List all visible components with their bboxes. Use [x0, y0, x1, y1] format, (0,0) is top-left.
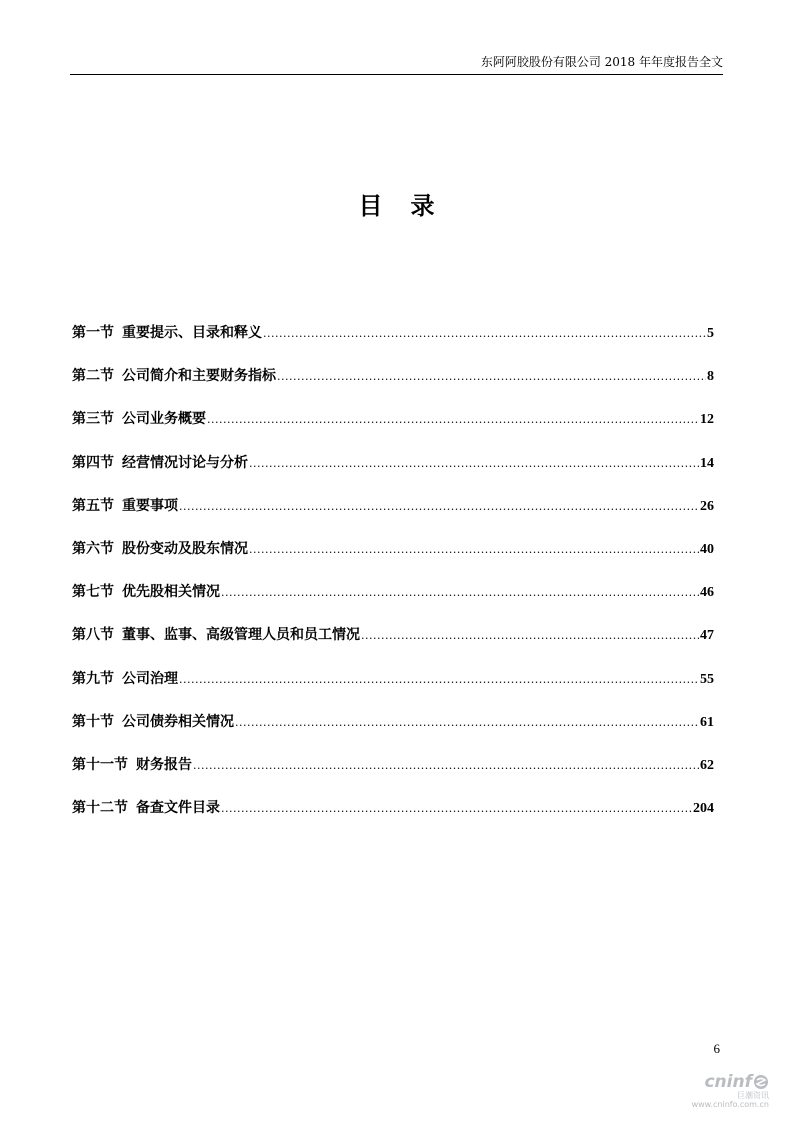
dot-leader — [193, 759, 699, 772]
dot-leader — [207, 413, 699, 426]
toc-section: 第十二节 — [72, 800, 128, 817]
toc-title: 目录 — [358, 191, 463, 220]
toc-entry[interactable] — [72, 668, 714, 711]
dot-leader — [179, 500, 699, 513]
dot-leader — [249, 457, 699, 470]
table-of-contents — [72, 322, 714, 840]
toc-label: 公司治理 — [122, 670, 178, 687]
dot-leader — [179, 673, 699, 686]
toc-section: 第五节 — [72, 497, 114, 514]
toc-entry[interactable] — [72, 495, 714, 538]
toc-entry[interactable] — [72, 408, 714, 451]
toc-label: 经营情况讨论与分析 — [122, 454, 248, 471]
toc-entry[interactable] — [72, 754, 714, 797]
toc-page: 26 — [700, 498, 714, 514]
toc-page: 204 — [693, 801, 714, 817]
dot-leader — [221, 802, 692, 815]
cninfo-watermark — [679, 1073, 769, 1113]
dot-leader — [361, 629, 699, 642]
toc-label: 备查文件目录 — [136, 800, 220, 817]
toc-label: 重要事项 — [122, 497, 178, 514]
toc-page: 14 — [700, 455, 714, 471]
toc-entry[interactable] — [72, 322, 714, 365]
header-title: 东阿阿胶股份有限公司 2018 年年度报告全文 — [480, 55, 723, 69]
watermark-subtitle: 巨潮资讯 — [737, 1091, 769, 1100]
toc-page: 8 — [707, 369, 714, 385]
watermark-logo-text: cninf — [704, 1072, 752, 1092]
toc-entry[interactable] — [72, 624, 714, 667]
toc-page: 40 — [700, 541, 714, 557]
toc-page: 55 — [700, 671, 714, 687]
toc-section: 第十一节 — [72, 756, 128, 773]
watermark-url: www.cninfo.com.cn — [691, 1100, 769, 1109]
toc-label: 董事、监事、高级管理人员和员工情况 — [122, 627, 360, 644]
toc-page: 12 — [700, 412, 714, 428]
toc-section: 第二节 — [72, 368, 114, 385]
dot-leader — [235, 716, 699, 729]
toc-section: 第一节 — [72, 325, 114, 341]
toc-page: 5 — [707, 326, 714, 341]
toc-section: 第六节 — [72, 540, 114, 557]
toc-entry[interactable] — [72, 452, 714, 495]
toc-label: 财务报告 — [136, 756, 192, 773]
toc-section: 第四节 — [72, 454, 114, 471]
toc-label: 公司简介和主要财务指标 — [122, 368, 276, 385]
toc-label: 公司债券相关情况 — [122, 713, 234, 730]
toc-section: 第七节 — [72, 584, 114, 601]
toc-entry[interactable] — [72, 797, 714, 840]
toc-entry[interactable] — [72, 538, 714, 581]
cninfo-swirl-icon — [753, 1074, 769, 1090]
toc-section: 第九节 — [72, 670, 114, 687]
toc-section: 第十节 — [72, 713, 114, 730]
page-header — [70, 54, 723, 75]
toc-page: 62 — [700, 757, 714, 773]
toc-section: 第八节 — [72, 627, 114, 644]
dot-leader — [263, 327, 706, 340]
page-number: 6 — [713, 1041, 720, 1056]
toc-label: 优先股相关情况 — [122, 584, 220, 601]
dot-leader — [221, 586, 699, 599]
toc-label: 股份变动及股东情况 — [122, 540, 248, 557]
toc-page: 47 — [700, 628, 714, 644]
toc-page: 46 — [700, 585, 714, 601]
toc-label: 公司业务概要 — [122, 411, 206, 428]
toc-entry[interactable] — [72, 581, 714, 624]
toc-page: 61 — [700, 714, 714, 730]
dot-leader — [277, 370, 706, 383]
toc-entry[interactable] — [72, 711, 714, 754]
dot-leader — [249, 543, 699, 556]
toc-section: 第三节 — [72, 411, 114, 428]
watermark-logo — [679, 1073, 769, 1091]
toc-label: 重要提示、目录和释义 — [122, 325, 262, 341]
toc-entry[interactable] — [72, 365, 714, 408]
